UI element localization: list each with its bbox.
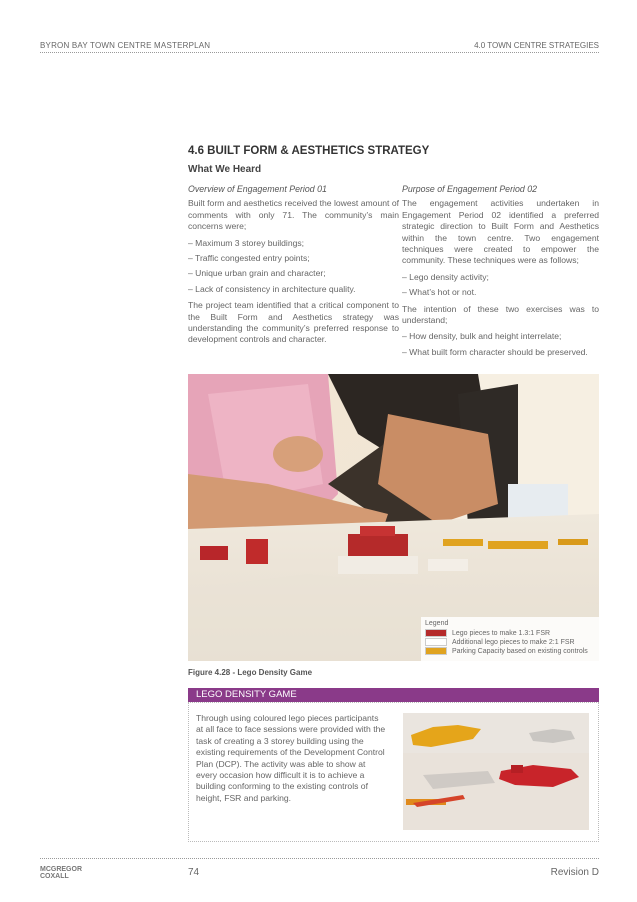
list-item: – What’s hot or not. xyxy=(402,287,599,298)
techniques-list xyxy=(402,272,599,299)
legend-label: Lego pieces to make 1.3:1 FSR xyxy=(452,629,551,637)
right-column-mid: The intention of these two exercises was to understand; xyxy=(402,303,599,326)
legend-swatch-red xyxy=(425,629,447,637)
section-subtitle: What We Heard xyxy=(188,164,262,175)
left-column-heading: Overview of Engagement Period 01 xyxy=(188,184,327,194)
lego-game-photo xyxy=(188,374,599,661)
left-column xyxy=(188,184,399,351)
left-column-intro: Built form and aesthetics received the lowest amount of comments with only 71. The community’s main concerns were; xyxy=(188,198,399,232)
legend-swatch-yellow xyxy=(425,647,447,655)
concerns-list xyxy=(188,238,399,296)
list-item: – What built form character should be preserved. xyxy=(402,347,599,358)
page-number: 74 xyxy=(188,867,200,878)
legend-label: Parking Capacity based on existing controls xyxy=(452,647,588,655)
legend-item xyxy=(425,629,595,637)
legend-label: Additional lego pieces to make 2:1 FSR xyxy=(452,638,575,646)
logo-line-2: COXALL xyxy=(40,873,69,880)
right-column xyxy=(402,184,599,363)
list-item: – Lack of consistency in architecture quality. xyxy=(188,284,399,295)
header-divider xyxy=(40,52,599,53)
list-item: – Unique urban grain and character; xyxy=(188,268,399,279)
figure-caption: Figure 4.28 - Lego Density Game xyxy=(188,668,313,677)
list-item: – Maximum 3 storey buildings; xyxy=(188,238,399,249)
lego-model-photo xyxy=(403,713,589,830)
header-chapter-title: 4.0 TOWN CENTRE STRATEGIES xyxy=(474,41,599,50)
revision-label: Revision D xyxy=(550,867,599,878)
legend-item xyxy=(425,638,595,646)
right-column-intro: The engagement activities undertaken in Engagement Period 02 identified a preferred strategic direction to Built Form and Aesthetics within the town centre. Two engagement techniques were created to empower the community. These techniques were as follows; xyxy=(402,198,599,266)
legend-item xyxy=(425,647,595,655)
footer-divider xyxy=(40,858,599,859)
header-document-title: BYRON BAY TOWN CENTRE MASTERPLAN xyxy=(40,41,211,50)
lego-game-box-header: LEGO DENSITY GAME xyxy=(188,688,599,702)
right-column-heading: Purpose of Engagement Period 02 xyxy=(402,184,537,194)
list-item: – How density, bulk and height interrelate; xyxy=(402,331,599,342)
legend-swatch-white xyxy=(425,638,447,646)
legend-title: Legend xyxy=(425,620,449,627)
company-logo xyxy=(40,866,82,880)
lego-game-description: Through using coloured lego pieces participants at all face to face sessions were provided with the task of creating a 3 storey building using the existing requirements of the Development Control Plan (DCP). The activity was able to show at every occasion how difficult it is to achieve a building conforming to the existing controls of height, FSR and parking. xyxy=(196,713,386,803)
list-item: – Traffic congested entry points; xyxy=(188,253,399,264)
logo-line-1: MCGREGOR xyxy=(40,866,82,873)
figure-legend xyxy=(421,617,599,661)
section-title: 4.6 BUILT FORM & AESTHETICS STRATEGY xyxy=(188,145,430,157)
intentions-list xyxy=(402,331,599,358)
left-column-outro: The project team identified that a critical component to the Built Form and Aesthetics strategy was understanding the community’s preferred response to development controls and character. xyxy=(188,300,399,345)
list-item: – Lego density activity; xyxy=(402,272,599,283)
